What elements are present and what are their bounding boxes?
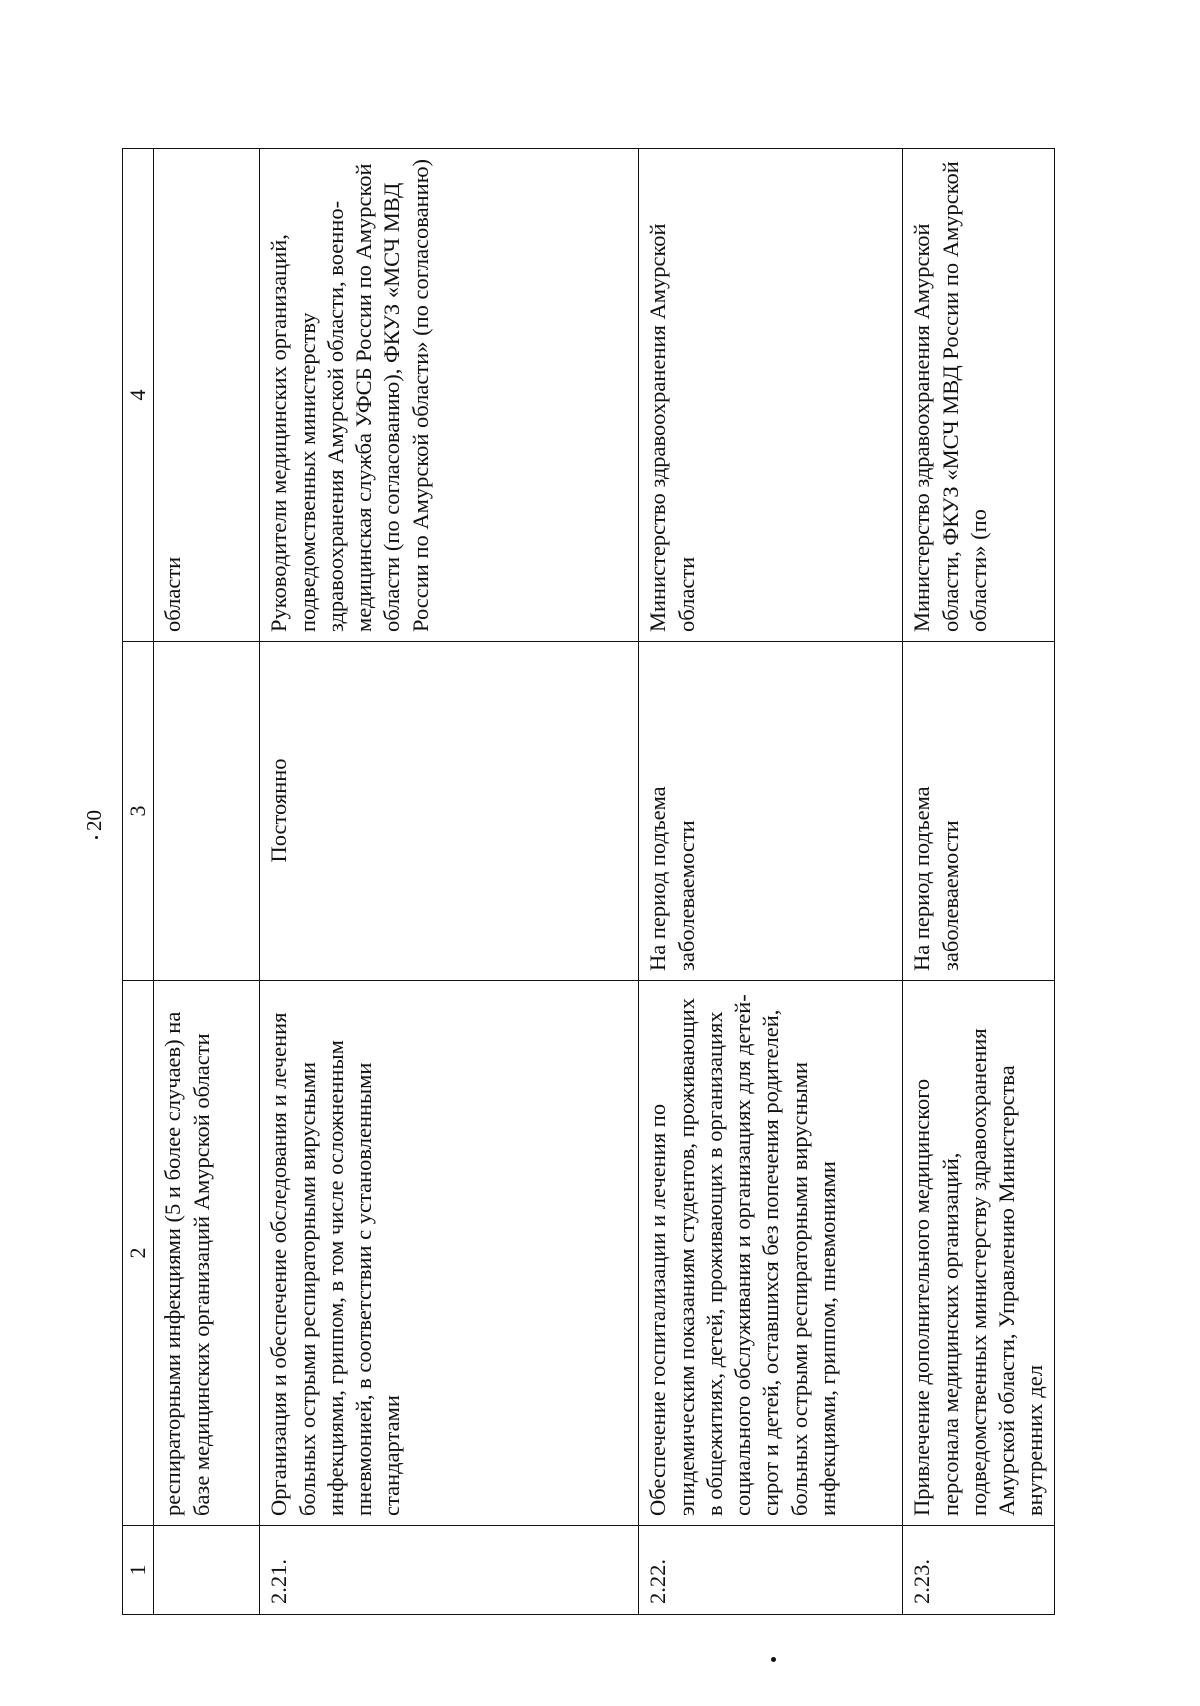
responsible-text: Министерство здравоохранения Амурской области, ФКУЗ «МСЧ МВД России по Амурской области» (по [903, 149, 1054, 642]
term-text: На период подъема заболеваемости [903, 642, 1054, 981]
term-text: На период подъема заболеваемости [639, 642, 903, 981]
row-number: 2.21. [260, 1526, 639, 1615]
responsible-text: Министерство здравоохранения Амурской области [639, 149, 903, 642]
responsible-text: области [154, 149, 260, 642]
measure-text: Обеспечение госпитализации и лечения по эпидемическим показаниям студентов, проживающих в общежитиях, детей, проживающих в организациях социального обслуживания и организациях для детей-сирот и детей, оставшихся без попечения родителей, больных острыми респираторными вирусными инфекциями, гриппом, пневмониями [639, 981, 903, 1526]
table-row [639, 149, 903, 1615]
rotated-table-container [122, 149, 1048, 1615]
scan-speck [771, 1657, 776, 1662]
row-number: 2.23. [903, 1526, 1054, 1615]
term-text: Постоянно [260, 642, 639, 981]
term-text [154, 642, 260, 981]
scan-speck [95, 836, 98, 839]
header-cell-3: 3 [123, 642, 154, 981]
row-number [154, 1526, 260, 1615]
page-number: 20 [82, 810, 106, 831]
header-cell-4: 4 [123, 149, 154, 642]
measure-text: респираторными инфекциями (5 и более случаев) на базе медицинских организаций Амурской области [154, 981, 260, 1526]
row-number: 2.22. [639, 1526, 903, 1615]
table-header-row [123, 149, 154, 1615]
header-cell-2: 2 [123, 981, 154, 1526]
table-row [260, 149, 639, 1615]
responsible-text: Руководители медицинских организаций, подведомственных министерству здравоохранения Амурской области, военно-медицинская служба УФСБ России по Амурской области (по согласованию), ФКУЗ «МСЧ МВД России по Амурской области» (по согласованию) [260, 149, 639, 642]
measure-text: Организация и обеспечение обследования и лечения больных острыми респираторными вирусными инфекциями, гриппом, в том числе осложненным пневмонией, в соответствии с установленными стандартами [260, 981, 639, 1526]
measure-text: Привлечение дополнительного медицинского персонала медицинских организаций, подведомственных министерству здравоохранения Амурской области, Управлению Министерства внутренних дел [903, 981, 1054, 1526]
table-row [903, 149, 1054, 1615]
measures-table [122, 148, 1055, 1615]
header-cell-1: 1 [123, 1526, 154, 1615]
table-row [154, 149, 260, 1615]
